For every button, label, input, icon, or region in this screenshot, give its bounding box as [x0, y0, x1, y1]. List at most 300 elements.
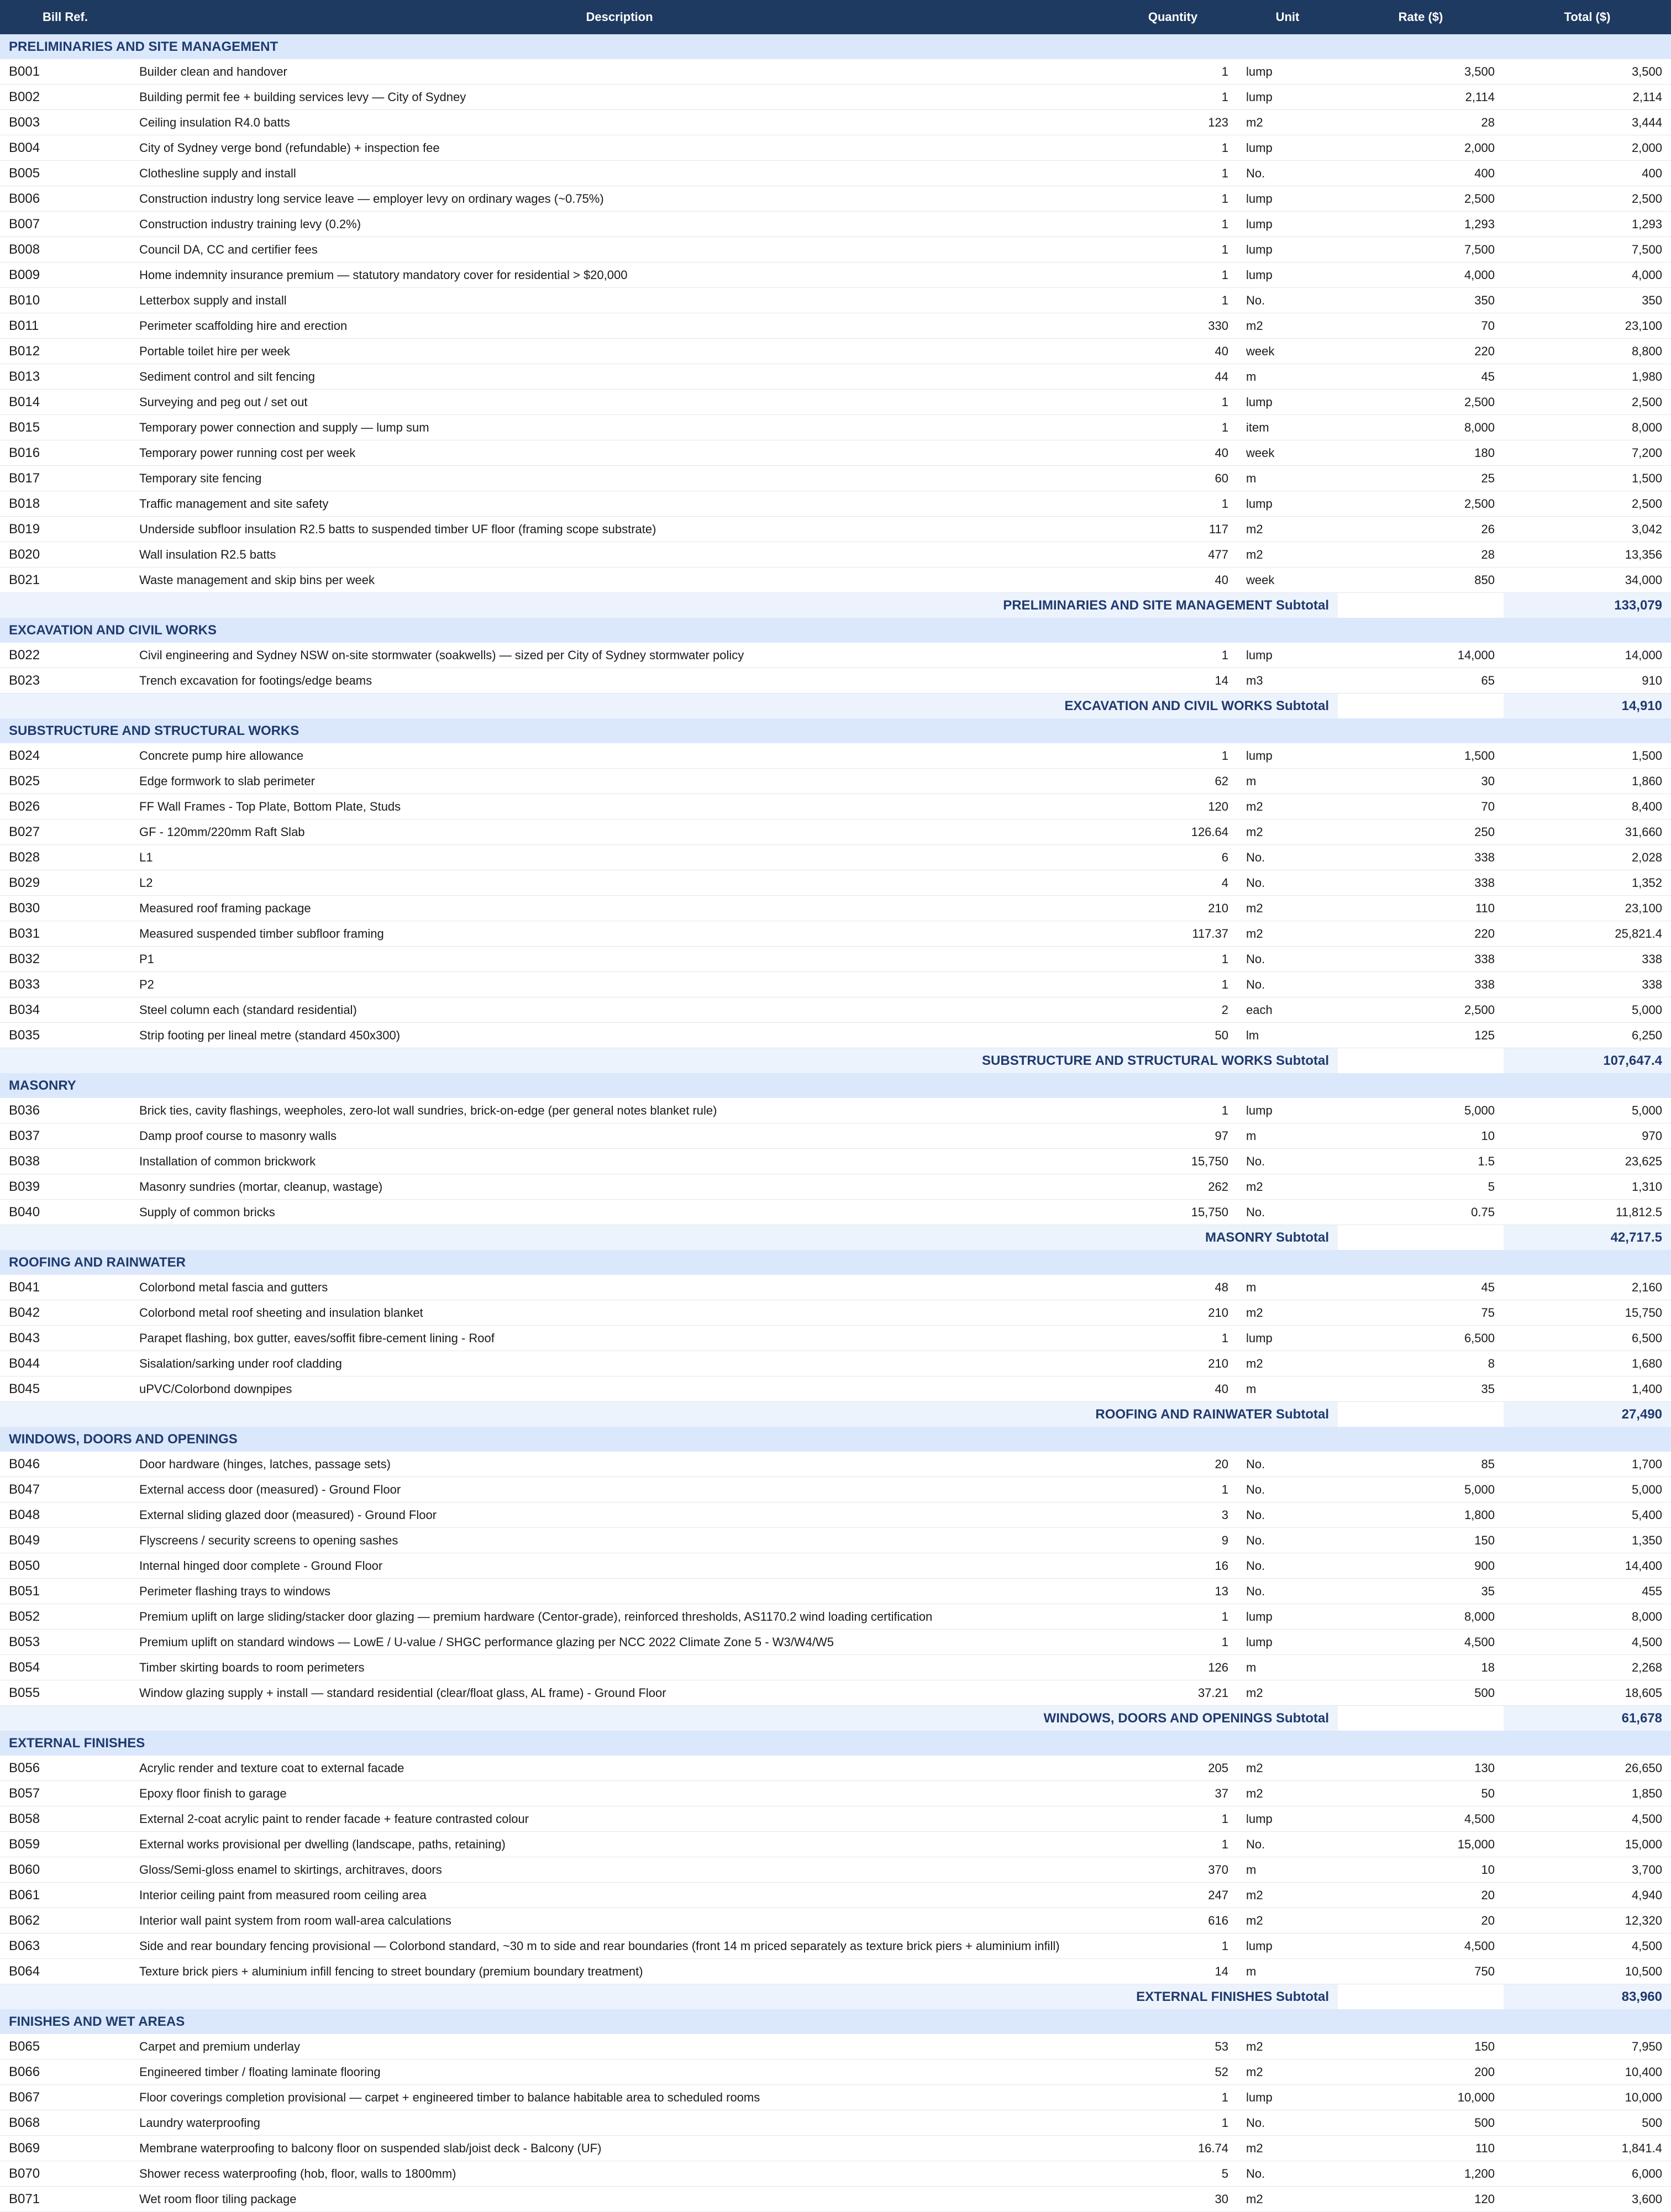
unit-cell: No.: [1237, 2161, 1338, 2187]
unit-cell: item: [1237, 415, 1338, 440]
description-cell: Temporary power running cost per week: [130, 440, 1108, 466]
total-cell: 455: [1504, 1579, 1671, 1604]
quantity-cell: 1: [1108, 1098, 1237, 1123]
description-cell: Laundry waterproofing: [130, 2110, 1108, 2136]
quantity-cell: 1: [1108, 1604, 1237, 1630]
description-cell: Traffic management and site safety: [130, 491, 1108, 517]
bill-ref-cell: B018: [0, 491, 130, 517]
table-row: [0, 313, 1671, 339]
bill-ref-cell: B025: [0, 769, 130, 794]
bill-ref-cell: B028: [0, 845, 130, 870]
quantity-cell: 1: [1108, 2110, 1237, 2136]
unit-cell: m: [1237, 1275, 1338, 1300]
table-row: [0, 845, 1671, 870]
bill-ref-cell: B057: [0, 1781, 130, 1806]
description-cell: Premium uplift on standard windows — LowE / U-value / SHGC performance glazing per NCC 2022 Climate Zone 5 - W3/W4/W5: [130, 1630, 1108, 1655]
section-header-row: [0, 1250, 1671, 1275]
rate-cell: 400: [1338, 161, 1504, 186]
quantity-cell: 1: [1108, 947, 1237, 972]
quantity-cell: 123: [1108, 110, 1237, 135]
rate-cell: 750: [1338, 1959, 1504, 1984]
unit-cell: m2: [1237, 313, 1338, 339]
description-cell: Civil engineering and Sydney NSW on-site stormwater (soakwells) — sized per City of Sydney stormwater policy: [130, 643, 1108, 668]
subtotal-value: 61,678: [1504, 1706, 1671, 1731]
total-cell: 1,400: [1504, 1376, 1671, 1402]
table-row: [0, 1300, 1671, 1326]
rate-cell: 28: [1338, 110, 1504, 135]
description-cell: Window glazing supply + install — standard residential (clear/float glass, AL frame) - Ground Floor: [130, 1680, 1108, 1706]
bill-ref-cell: B008: [0, 237, 130, 262]
quantity-cell: 247: [1108, 1883, 1237, 1908]
unit-cell: lump: [1237, 262, 1338, 288]
quantity-cell: 1: [1108, 1630, 1237, 1655]
total-cell: 5,000: [1504, 997, 1671, 1023]
rate-cell: 4,500: [1338, 1806, 1504, 1832]
unit-cell: m2: [1237, 1351, 1338, 1376]
bill-ref-cell: B024: [0, 743, 130, 769]
description-cell: Colorbond metal fascia and gutters: [130, 1275, 1108, 1300]
description-cell: Perimeter flashing trays to windows: [130, 1579, 1108, 1604]
rate-cell: 14,000: [1338, 643, 1504, 668]
quantity-cell: 1: [1108, 288, 1237, 313]
rate-cell: 1,800: [1338, 1502, 1504, 1528]
quantity-cell: 14: [1108, 1959, 1237, 1984]
table-row: [0, 85, 1671, 110]
rate-cell: 125: [1338, 1023, 1504, 1048]
total-cell: 8,400: [1504, 794, 1671, 819]
subtotal-row: [0, 693, 1671, 719]
rate-cell: 1,500: [1338, 743, 1504, 769]
total-cell: 31,660: [1504, 819, 1671, 845]
unit-cell: lm: [1237, 1023, 1338, 1048]
subtotal-label: PRELIMINARIES AND SITE MANAGEMENT Subtotal: [0, 593, 1338, 618]
rate-cell: 1,293: [1338, 212, 1504, 237]
subtotal-blank: [1338, 1706, 1504, 1731]
bill-ref-cell: B016: [0, 440, 130, 466]
bill-ref-cell: B022: [0, 643, 130, 668]
rate-cell: 5: [1338, 1174, 1504, 1200]
unit-cell: No.: [1237, 1452, 1338, 1477]
quantity-cell: 262: [1108, 1174, 1237, 1200]
section-title: EXTERNAL FINISHES: [0, 1731, 1671, 1756]
quantity-cell: 477: [1108, 542, 1237, 568]
rate-cell: 350: [1338, 288, 1504, 313]
unit-cell: m2: [1237, 1781, 1338, 1806]
rate-cell: 10: [1338, 1857, 1504, 1883]
subtotal-label: MASONRY Subtotal: [0, 1225, 1338, 1251]
description-cell: L2: [130, 870, 1108, 896]
unit-cell: m2: [1237, 1300, 1338, 1326]
rate-cell: 45: [1338, 364, 1504, 390]
table-row: [0, 161, 1671, 186]
description-cell: Side and rear boundary fencing provisional — Colorbond standard, ~30 m to side and rear boundaries (front 14 m priced separately as texture brick piers + aluminium infill): [130, 1933, 1108, 1959]
description-cell: Surveying and peg out / set out: [130, 390, 1108, 415]
bill-ref-cell: B035: [0, 1023, 130, 1048]
quantity-cell: 210: [1108, 1351, 1237, 1376]
table-row: [0, 1630, 1671, 1655]
rate-cell: 3,500: [1338, 59, 1504, 85]
description-cell: Council DA, CC and certifier fees: [130, 237, 1108, 262]
total-cell: 4,500: [1504, 1630, 1671, 1655]
total-cell: 26,650: [1504, 1756, 1671, 1781]
table-row: [0, 921, 1671, 947]
unit-cell: No.: [1237, 1832, 1338, 1857]
description-cell: L1: [130, 845, 1108, 870]
table-row: [0, 1326, 1671, 1351]
rate-cell: 150: [1338, 1528, 1504, 1553]
table-row: [0, 568, 1671, 593]
unit-cell: m3: [1237, 668, 1338, 693]
bill-ref-cell: B067: [0, 2085, 130, 2110]
table-row: [0, 870, 1671, 896]
bill-ref-cell: B063: [0, 1933, 130, 1959]
bill-ref-cell: B021: [0, 568, 130, 593]
table-row: [0, 1579, 1671, 1604]
unit-cell: week: [1237, 339, 1338, 364]
bill-ref-cell: B032: [0, 947, 130, 972]
rate-cell: 250: [1338, 819, 1504, 845]
bill-ref-cell: B005: [0, 161, 130, 186]
description-cell: Brick ties, cavity flashings, weepholes, zero-lot wall sundries, brick-on-edge (per general notes blanket rule): [130, 1098, 1108, 1123]
description-cell: Shower recess waterproofing (hob, floor, walls to 1800mm): [130, 2161, 1108, 2187]
bill-ref-cell: B071: [0, 2187, 130, 2212]
rate-cell: 8: [1338, 1351, 1504, 1376]
unit-cell: lump: [1237, 2085, 1338, 2110]
subtotal-row: [0, 1402, 1671, 1427]
table-row: [0, 110, 1671, 135]
rate-cell: 30: [1338, 769, 1504, 794]
total-cell: 6,250: [1504, 1023, 1671, 1048]
subtotal-blank: [1338, 1225, 1504, 1251]
subtotal-label: ROOFING AND RAINWATER Subtotal: [0, 1402, 1338, 1427]
rate-cell: 120: [1338, 2187, 1504, 2212]
quantity-cell: 53: [1108, 2034, 1237, 2059]
section-header-row: [0, 618, 1671, 643]
description-cell: Timber skirting boards to room perimeters: [130, 1655, 1108, 1680]
unit-cell: m2: [1237, 2187, 1338, 2212]
description-cell: P2: [130, 972, 1108, 997]
quantity-cell: 40: [1108, 440, 1237, 466]
description-cell: Supply of common bricks: [130, 1200, 1108, 1225]
description-cell: Damp proof course to masonry walls: [130, 1123, 1108, 1149]
bill-ref-cell: B042: [0, 1300, 130, 1326]
rate-cell: 35: [1338, 1579, 1504, 1604]
bill-ref-cell: B053: [0, 1630, 130, 1655]
quantity-cell: 1: [1108, 972, 1237, 997]
bill-ref-cell: B069: [0, 2136, 130, 2161]
table-row: [0, 819, 1671, 845]
rate-cell: 28: [1338, 542, 1504, 568]
quantity-cell: 126: [1108, 1655, 1237, 1680]
total-cell: 15,750: [1504, 1300, 1671, 1326]
total-cell: 7,200: [1504, 440, 1671, 466]
total-cell: 8,800: [1504, 339, 1671, 364]
rate-cell: 2,500: [1338, 390, 1504, 415]
subtotal-blank: [1338, 1402, 1504, 1427]
bill-ref-cell: B045: [0, 1376, 130, 1402]
description-cell: Waste management and skip bins per week: [130, 568, 1108, 593]
rate-cell: 70: [1338, 794, 1504, 819]
rate-cell: 220: [1338, 339, 1504, 364]
bill-ref-cell: B023: [0, 668, 130, 693]
bill-ref-cell: B058: [0, 1806, 130, 1832]
bill-ref-cell: B007: [0, 212, 130, 237]
table-row: [0, 390, 1671, 415]
unit-cell: m2: [1237, 542, 1338, 568]
total-cell: 5,000: [1504, 1477, 1671, 1502]
unit-cell: No.: [1237, 1502, 1338, 1528]
quantity-cell: 15,750: [1108, 1200, 1237, 1225]
quantity-cell: 616: [1108, 1908, 1237, 1933]
unit-cell: No.: [1237, 1579, 1338, 1604]
description-cell: Flyscreens / security screens to opening sashes: [130, 1528, 1108, 1553]
total-cell: 18,605: [1504, 1680, 1671, 1706]
table-row: [0, 743, 1671, 769]
unit-cell: week: [1237, 568, 1338, 593]
bill-ref-cell: B012: [0, 339, 130, 364]
table-row: [0, 668, 1671, 693]
header-rate: Rate ($): [1338, 0, 1504, 34]
rate-cell: 75: [1338, 1300, 1504, 1326]
bill-ref-cell: B044: [0, 1351, 130, 1376]
rate-cell: 500: [1338, 2110, 1504, 2136]
quantity-cell: 1: [1108, 212, 1237, 237]
description-cell: uPVC/Colorbond downpipes: [130, 1376, 1108, 1402]
subtotal-row: [0, 1225, 1671, 1251]
total-cell: 1,850: [1504, 1781, 1671, 1806]
bill-ref-cell: B043: [0, 1326, 130, 1351]
bill-ref-cell: B019: [0, 517, 130, 542]
bill-ref-cell: B034: [0, 997, 130, 1023]
description-cell: External works provisional per dwelling (landscape, paths, retaining): [130, 1832, 1108, 1857]
description-cell: Door hardware (hinges, latches, passage sets): [130, 1452, 1108, 1477]
table-row: [0, 542, 1671, 568]
total-cell: 4,940: [1504, 1883, 1671, 1908]
description-cell: Gloss/Semi-gloss enamel to skirtings, architraves, doors: [130, 1857, 1108, 1883]
description-cell: Home indemnity insurance premium — statutory mandatory cover for residential > $20,000: [130, 262, 1108, 288]
quantity-cell: 1: [1108, 643, 1237, 668]
bill-ref-cell: B036: [0, 1098, 130, 1123]
header-total: Total ($): [1504, 0, 1671, 34]
bill-ref-cell: B065: [0, 2034, 130, 2059]
bill-ref-cell: B004: [0, 135, 130, 161]
table-row: [0, 1806, 1671, 1832]
quantity-cell: 52: [1108, 2059, 1237, 2085]
total-cell: 14,400: [1504, 1553, 1671, 1579]
rate-cell: 20: [1338, 1883, 1504, 1908]
description-cell: Temporary site fencing: [130, 466, 1108, 491]
total-cell: 2,268: [1504, 1655, 1671, 1680]
table-row: [0, 2161, 1671, 2187]
quantity-cell: 117.37: [1108, 921, 1237, 947]
quantity-cell: 1: [1108, 237, 1237, 262]
section-title: MASONRY: [0, 1073, 1671, 1098]
rate-cell: 50: [1338, 1781, 1504, 1806]
table-row: [0, 1528, 1671, 1553]
unit-cell: lump: [1237, 743, 1338, 769]
rate-cell: 35: [1338, 1376, 1504, 1402]
table-row: [0, 997, 1671, 1023]
subtotal-value: 14,910: [1504, 693, 1671, 719]
unit-cell: each: [1237, 997, 1338, 1023]
description-cell: Interior wall paint system from room wall-area calculations: [130, 1908, 1108, 1933]
bill-ref-cell: B039: [0, 1174, 130, 1200]
total-cell: 1,293: [1504, 212, 1671, 237]
description-cell: Acrylic render and texture coat to external facade: [130, 1756, 1108, 1781]
table-row: [0, 1123, 1671, 1149]
table-row: [0, 288, 1671, 313]
subtotal-row: [0, 593, 1671, 618]
table-row: [0, 2034, 1671, 2059]
table-row: [0, 2110, 1671, 2136]
quantity-cell: 1: [1108, 135, 1237, 161]
unit-cell: m2: [1237, 1883, 1338, 1908]
subtotal-blank: [1338, 593, 1504, 618]
unit-cell: No.: [1237, 845, 1338, 870]
rate-cell: 26: [1338, 517, 1504, 542]
total-cell: 12,320: [1504, 1908, 1671, 1933]
table-row: [0, 794, 1671, 819]
total-cell: 338: [1504, 947, 1671, 972]
bill-ref-cell: B061: [0, 1883, 130, 1908]
total-cell: 500: [1504, 2110, 1671, 2136]
total-cell: 10,000: [1504, 2085, 1671, 2110]
subtotal-value: 27,490: [1504, 1402, 1671, 1427]
table-row: [0, 364, 1671, 390]
rate-cell: 85: [1338, 1452, 1504, 1477]
unit-cell: m2: [1237, 1680, 1338, 1706]
description-cell: Wet room floor tiling package: [130, 2187, 1108, 2212]
rate-cell: 150: [1338, 2034, 1504, 2059]
quantity-cell: 1: [1108, 390, 1237, 415]
description-cell: Construction industry training levy (0.2%): [130, 212, 1108, 237]
total-cell: 34,000: [1504, 568, 1671, 593]
table-row: [0, 1376, 1671, 1402]
description-cell: Measured suspended timber subfloor framing: [130, 921, 1108, 947]
rate-cell: 338: [1338, 947, 1504, 972]
total-cell: 3,444: [1504, 110, 1671, 135]
rate-cell: 5,000: [1338, 1098, 1504, 1123]
bill-ref-cell: B015: [0, 415, 130, 440]
unit-cell: m2: [1237, 921, 1338, 947]
total-cell: 350: [1504, 288, 1671, 313]
total-cell: 5,400: [1504, 1502, 1671, 1528]
unit-cell: m2: [1237, 2034, 1338, 2059]
rate-cell: 220: [1338, 921, 1504, 947]
table-body: [0, 34, 1671, 2212]
table-row: [0, 186, 1671, 212]
unit-cell: m2: [1237, 2059, 1338, 2085]
table-row: [0, 1098, 1671, 1123]
unit-cell: m2: [1237, 517, 1338, 542]
table-row: [0, 1680, 1671, 1706]
quantity-cell: 40: [1108, 568, 1237, 593]
quantity-cell: 13: [1108, 1579, 1237, 1604]
description-cell: Temporary power connection and supply — lump sum: [130, 415, 1108, 440]
table-row: [0, 491, 1671, 517]
rate-cell: 500: [1338, 1680, 1504, 1706]
section-title: FINISHES AND WET AREAS: [0, 2009, 1671, 2034]
quantity-cell: 1: [1108, 59, 1237, 85]
description-cell: Membrane waterproofing to balcony floor on suspended slab/joist deck - Balcony (UF): [130, 2136, 1108, 2161]
table-row: [0, 59, 1671, 85]
table-row: [0, 1756, 1671, 1781]
total-cell: 1,841.4: [1504, 2136, 1671, 2161]
bill-ref-cell: B064: [0, 1959, 130, 1984]
section-header-row: [0, 1427, 1671, 1452]
bill-ref-cell: B066: [0, 2059, 130, 2085]
total-cell: 2,000: [1504, 135, 1671, 161]
bill-ref-cell: B047: [0, 1477, 130, 1502]
table-row: [0, 972, 1671, 997]
unit-cell: m2: [1237, 896, 1338, 921]
description-cell: Underside subfloor insulation R2.5 batts to suspended timber UF floor (framing scope substrate): [130, 517, 1108, 542]
subtotal-label: EXTERNAL FINISHES Subtotal: [0, 1984, 1338, 2010]
unit-cell: m: [1237, 364, 1338, 390]
unit-cell: lump: [1237, 186, 1338, 212]
subtotal-row: [0, 1048, 1671, 1074]
description-cell: Building permit fee + building services levy — City of Sydney: [130, 85, 1108, 110]
bill-ref-cell: B033: [0, 972, 130, 997]
description-cell: Interior ceiling paint from measured room ceiling area: [130, 1883, 1108, 1908]
quantity-cell: 210: [1108, 1300, 1237, 1326]
unit-cell: m2: [1237, 819, 1338, 845]
quantity-cell: 5: [1108, 2161, 1237, 2187]
description-cell: External access door (measured) - Ground Floor: [130, 1477, 1108, 1502]
rate-cell: 5,000: [1338, 1477, 1504, 1502]
table-row: [0, 2136, 1671, 2161]
quantity-cell: 370: [1108, 1857, 1237, 1883]
total-cell: 4,000: [1504, 262, 1671, 288]
description-cell: Letterbox supply and install: [130, 288, 1108, 313]
header-description: Description: [130, 0, 1108, 34]
description-cell: GF - 120mm/220mm Raft Slab: [130, 819, 1108, 845]
total-cell: 6,000: [1504, 2161, 1671, 2187]
quantity-cell: 14: [1108, 668, 1237, 693]
total-cell: 25,821.4: [1504, 921, 1671, 947]
bill-ref-cell: B059: [0, 1832, 130, 1857]
unit-cell: lump: [1237, 1604, 1338, 1630]
table-header: [0, 0, 1671, 34]
quantity-cell: 117: [1108, 517, 1237, 542]
bill-ref-cell: B029: [0, 870, 130, 896]
section-header-row: [0, 2009, 1671, 2034]
unit-cell: m: [1237, 769, 1338, 794]
total-cell: 1,352: [1504, 870, 1671, 896]
description-cell: Trench excavation for footings/edge beams: [130, 668, 1108, 693]
table-row: [0, 1553, 1671, 1579]
table-row: [0, 262, 1671, 288]
description-cell: Steel column each (standard residential): [130, 997, 1108, 1023]
table-row: [0, 1832, 1671, 1857]
unit-cell: m2: [1237, 110, 1338, 135]
description-cell: Clothesline supply and install: [130, 161, 1108, 186]
bill-ref-cell: B070: [0, 2161, 130, 2187]
table-row: [0, 1149, 1671, 1174]
quantity-cell: 3: [1108, 1502, 1237, 1528]
description-cell: External 2-coat acrylic paint to render facade + feature contrasted colour: [130, 1806, 1108, 1832]
description-cell: Perimeter scaffolding hire and erection: [130, 313, 1108, 339]
quantity-cell: 48: [1108, 1275, 1237, 1300]
quantity-cell: 2: [1108, 997, 1237, 1023]
description-cell: Internal hinged door complete - Ground Floor: [130, 1553, 1108, 1579]
table-row: [0, 896, 1671, 921]
bill-ref-cell: B010: [0, 288, 130, 313]
unit-cell: No.: [1237, 1528, 1338, 1553]
unit-cell: m: [1237, 1655, 1338, 1680]
table-row: [0, 1275, 1671, 1300]
unit-cell: lump: [1237, 1933, 1338, 1959]
